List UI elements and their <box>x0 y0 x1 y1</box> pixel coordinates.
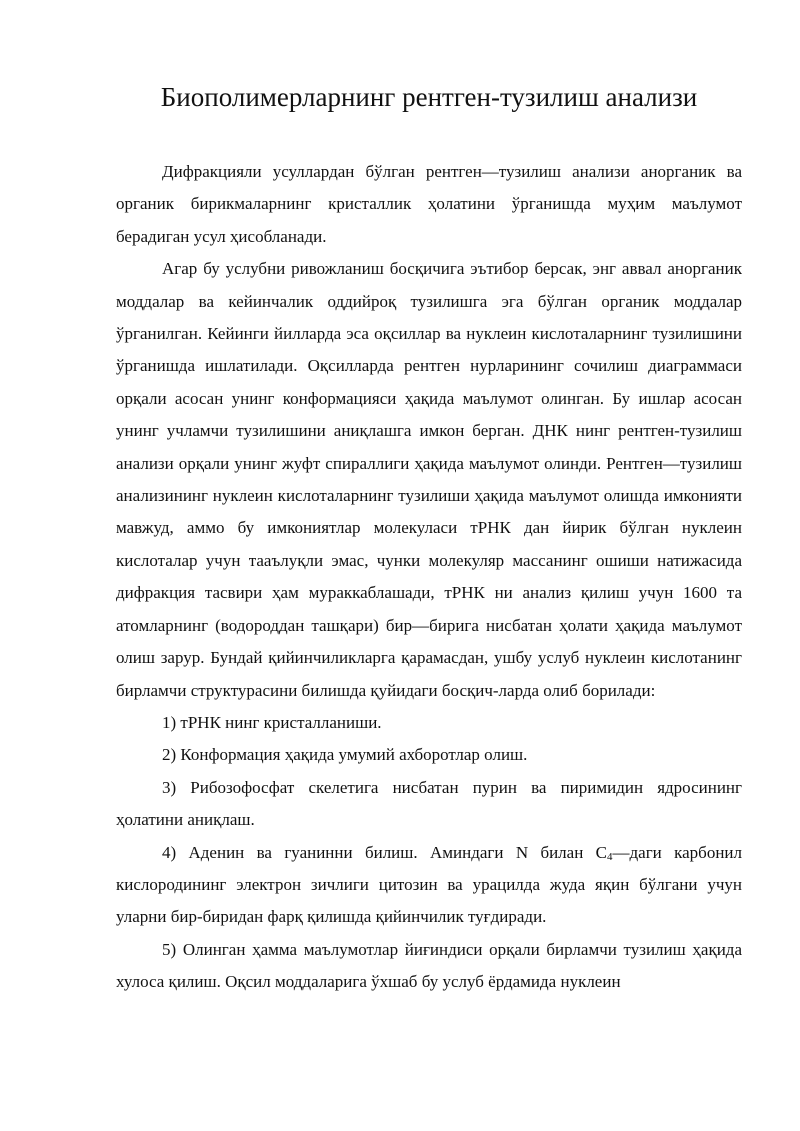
list-step-3: 3) Рибозофосфат скелетига нисбатан пурин ва пиримидин ядросининг ҳолатини аниқлаш. <box>116 777 742 830</box>
document-page <box>116 80 742 999</box>
list-step-5: 5) Олинган ҳамма маълумотлар йиғиндиси орқали бирламчи тузилиш ҳақида хулоса қилиш. Оқсил моддаларига ўхшаб бу услуб ёрдамида нуклеин <box>116 939 742 992</box>
list-step-4-text-b: —даги карбонил кислородининг электрон зичлиги цитозин ва урацилда жуда яқин бўлгани учун уларни бир-биридан фарқ қилишда қийинчилик туғдиради. <box>116 842 743 927</box>
list-step-4-text-a: 4) Аденин ва гуанинни билиш. Аминдаги N билан C <box>162 842 608 862</box>
list-step-1: 1) тРНК нинг кристалланиши. <box>162 712 382 732</box>
paragraph-intro: Дифракцияли усуллардан бўлган рентген—тузилиш анализи анорганик ва органик бирикмаларнинг кристаллик ҳолатини ўрганишда муҳим маълумот берадиган усул ҳисобланади. <box>116 162 742 246</box>
list-step-4 <box>116 837 742 934</box>
paragraph-history: Агар бу услубни ривожланиш босқичига эътибор берсак, энг аввал анорганик моддалар ва кейинчалик оддийроқ тузилишга эга бўлган органик моддалар ўрганилган. Кейинги йилларда эса оқсиллар ва нуклеин кислоталарнинг тузилишини ўрганишда ишлатилади. Оқсилларда рентген нурларининг сочилиш диаграммаси орқали асосан унинг конформацияси ҳақида маълумот олинган. Бу ишлар асосан унинг учламчи тузилишини аниқлашга имкон берган. ДНК нинг рентген-тузилиш анализи орқали унинг жуфт спираллиги ҳақида маълумот олинди. Рентген—тузилиш анализининг нуклеин кислоталарнинг тузилиши ҳақида маълумот олишда имконияти мавжуд, аммо бу имкониятлар молекуласи тРНК дан йирик бўлган нуклеин кислоталар учун тааълуқли эмас, чунки молекуляр массанинг ошиши натижасида дифракция тасвири ҳам мураккаблашади, тРНК ни анализ қилиш учун 1600 та атомларнинг (водороддан ташқари) бир—бирига нисбатан ҳолати ҳақида маълумот олиш зарур. Бундай қийинчиликларга қарамасдан, ушбу услуб нуклеин кислотанинг бирламчи структурасини билишда қуйидаги босқич-ларда олиб борилади: <box>116 259 742 700</box>
carbon-subscript: 4 <box>607 850 613 863</box>
list-step-2: 2) Конформация ҳақида умумий ахборотлар олиш. <box>162 745 528 765</box>
document-title: Биополимерларнинг рентген-тузилиш анализи <box>160 82 698 112</box>
